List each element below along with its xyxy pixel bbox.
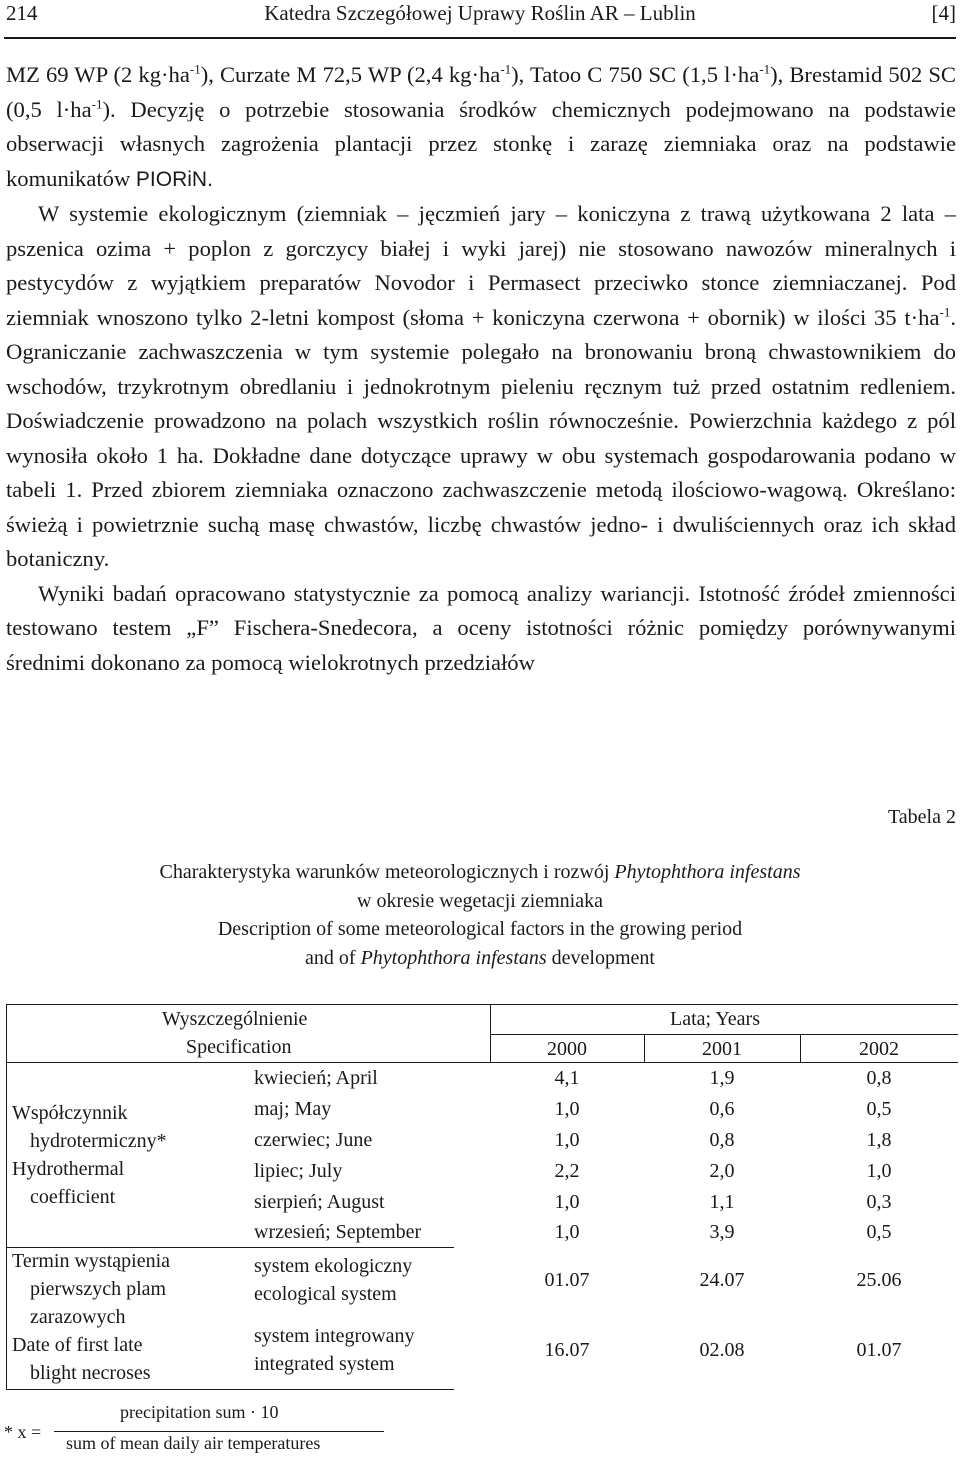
table-top-rule bbox=[6, 1004, 958, 1005]
paragraph-3: Wyniki badań opracowano statystycznie za pomocą analizy wariancji. Istotność źródeł zmienności testowano testem „F” Fischera-Snedecora, a oceny istotności różnic pomiędzy porównywanymi średnimi dokonano za pomocą wielokrotnych przedziałów bbox=[6, 580, 956, 675]
group2-label: Termin wystąpienia bbox=[12, 1250, 170, 1272]
group-divider-rule bbox=[6, 1247, 454, 1248]
table-label: Tabela 2 bbox=[887, 806, 956, 828]
fraction-bar bbox=[54, 1431, 384, 1432]
paragraph-2: W systemie ekologicznym (ziemniak – jęczmień jary – koniczyna z trawą użytkowana 2 lata – pszenica ozima + poplon z gorczycy białej i wyki jarej) nie stosowano nawozów mineralnych i pestycydów z wyjątkiem preparatów Novodor i Permasect przeciwko stonce ziemniaczanej. Pod ziemniak wnoszono tylko 2-letni kompost (słoma + koniczyna czerwona + obornik) w ilości 35 $t\cdot ha^{-1}$. Ograniczanie zachwaszczenia w tym systemie polegało na bronowaniu broną chwastownikiem do wschodów, trzykrotnym obredlaniu i jednokrotnym pieleniu ręcznym tuż przed ostatnim redleniem. Doświadczenie prowadzono na polach wszystkich roślin równocześnie. Powierzchnia każdego z pól wynosiła około 1 ha. Dokładne dane dotyczące uprawy w obu systemach gospodarowania podano w tabeli 1. Przed zbiorem ziemniaka oznaczono zachwaszczenie metodą ilościowo-wagową. Określano: świeżą i powietrznie suchą masę chwastów, liczbę chwastów jedno- i dwuliściennych oraz ich skład botaniczny. bbox=[6, 201, 956, 571]
year-2001: 2001 bbox=[702, 1038, 742, 1060]
table-bottom-rule bbox=[6, 1389, 454, 1390]
head-spec-pl: Wyszczególnienie bbox=[162, 1008, 308, 1030]
body-text bbox=[6, 58, 956, 680]
table-caption: Charakterystyka warunków meteorologicznych i rozwój Phytophthora infestans w okresie wegetacji ziemniaka Description of some meteorological factors in the growing period and of Phytophthora infestans development bbox=[159, 861, 801, 969]
part-number: [4] bbox=[931, 1, 956, 25]
year-2002: 2002 bbox=[859, 1038, 899, 1060]
piorin-abbrev: PIORiN. bbox=[135, 167, 213, 191]
formula-lhs: * x = bbox=[4, 1422, 42, 1442]
years-rule bbox=[490, 1034, 958, 1035]
running-header bbox=[0, 0, 960, 26]
paragraph-1: MZ 69 WP (2 $kg\cdot ha^{-1}$), Curzate M 72,5 WP (2,4 $kg\cdot ha^{-1}$), Tatoo C 750 SC (1,5 $l\cdot ha^{-1}$), Brestamid 502 SC (0,5 $l\cdot ha^{-1}$). Decyzję o potrzebie stosowania środków chemicznych podejmowano na podstawie obserwacji własnych zagrożenia plantacji przez stonkę i zarazę ziemniaka oraz na podstawie komunikatów PIORiN. bbox=[6, 61, 956, 191]
page-number: 214 bbox=[6, 1, 38, 25]
left-border bbox=[6, 1004, 7, 1389]
years-left-border bbox=[490, 1004, 491, 1062]
footnote-formula bbox=[0, 1400, 400, 1457]
group1-label: Współczynnik bbox=[12, 1102, 128, 1124]
year-2000: 2000 bbox=[547, 1038, 587, 1060]
year-divider-1 bbox=[644, 1034, 645, 1062]
meteorological-table: Wyszczególnienie Specification Lata; Years 2000 2001 2002 Współczynnik hydrotermiczny* Hydrothermal coefficient kwiecień; April 4,1 1,9 0,8 maj; May 1,0 0,6 0,5 czerwiec; June 1,0 0,8 1,8 lipiec; July 2,2 2,0 1,0 sierpień; August 1,0 1,1 0,3 wrzesień; September 1,0 3,9 0,5 Termin wystąpienia pierwszych plam zarazowych Date of first late blight necroses system ekologiczny ecological system 01.07 24.07 25.06 system integrowany integrated system 16.07 02.08 01.07 bbox=[0, 1004, 960, 1389]
header-rule bbox=[4, 37, 956, 39]
header-bottom-rule bbox=[6, 1062, 958, 1063]
formula-numerator: precipitation sum · 10 bbox=[120, 1402, 279, 1422]
year-divider-2 bbox=[800, 1034, 801, 1062]
head-spec-en: Specification bbox=[186, 1036, 292, 1058]
head-years: Lata; Years bbox=[670, 1008, 760, 1030]
formula-denominator: sum of mean daily air temperatures bbox=[66, 1433, 321, 1453]
journal-title: Katedra Szczegółowej Uprawy Roślin AR – Lublin bbox=[264, 1, 696, 25]
